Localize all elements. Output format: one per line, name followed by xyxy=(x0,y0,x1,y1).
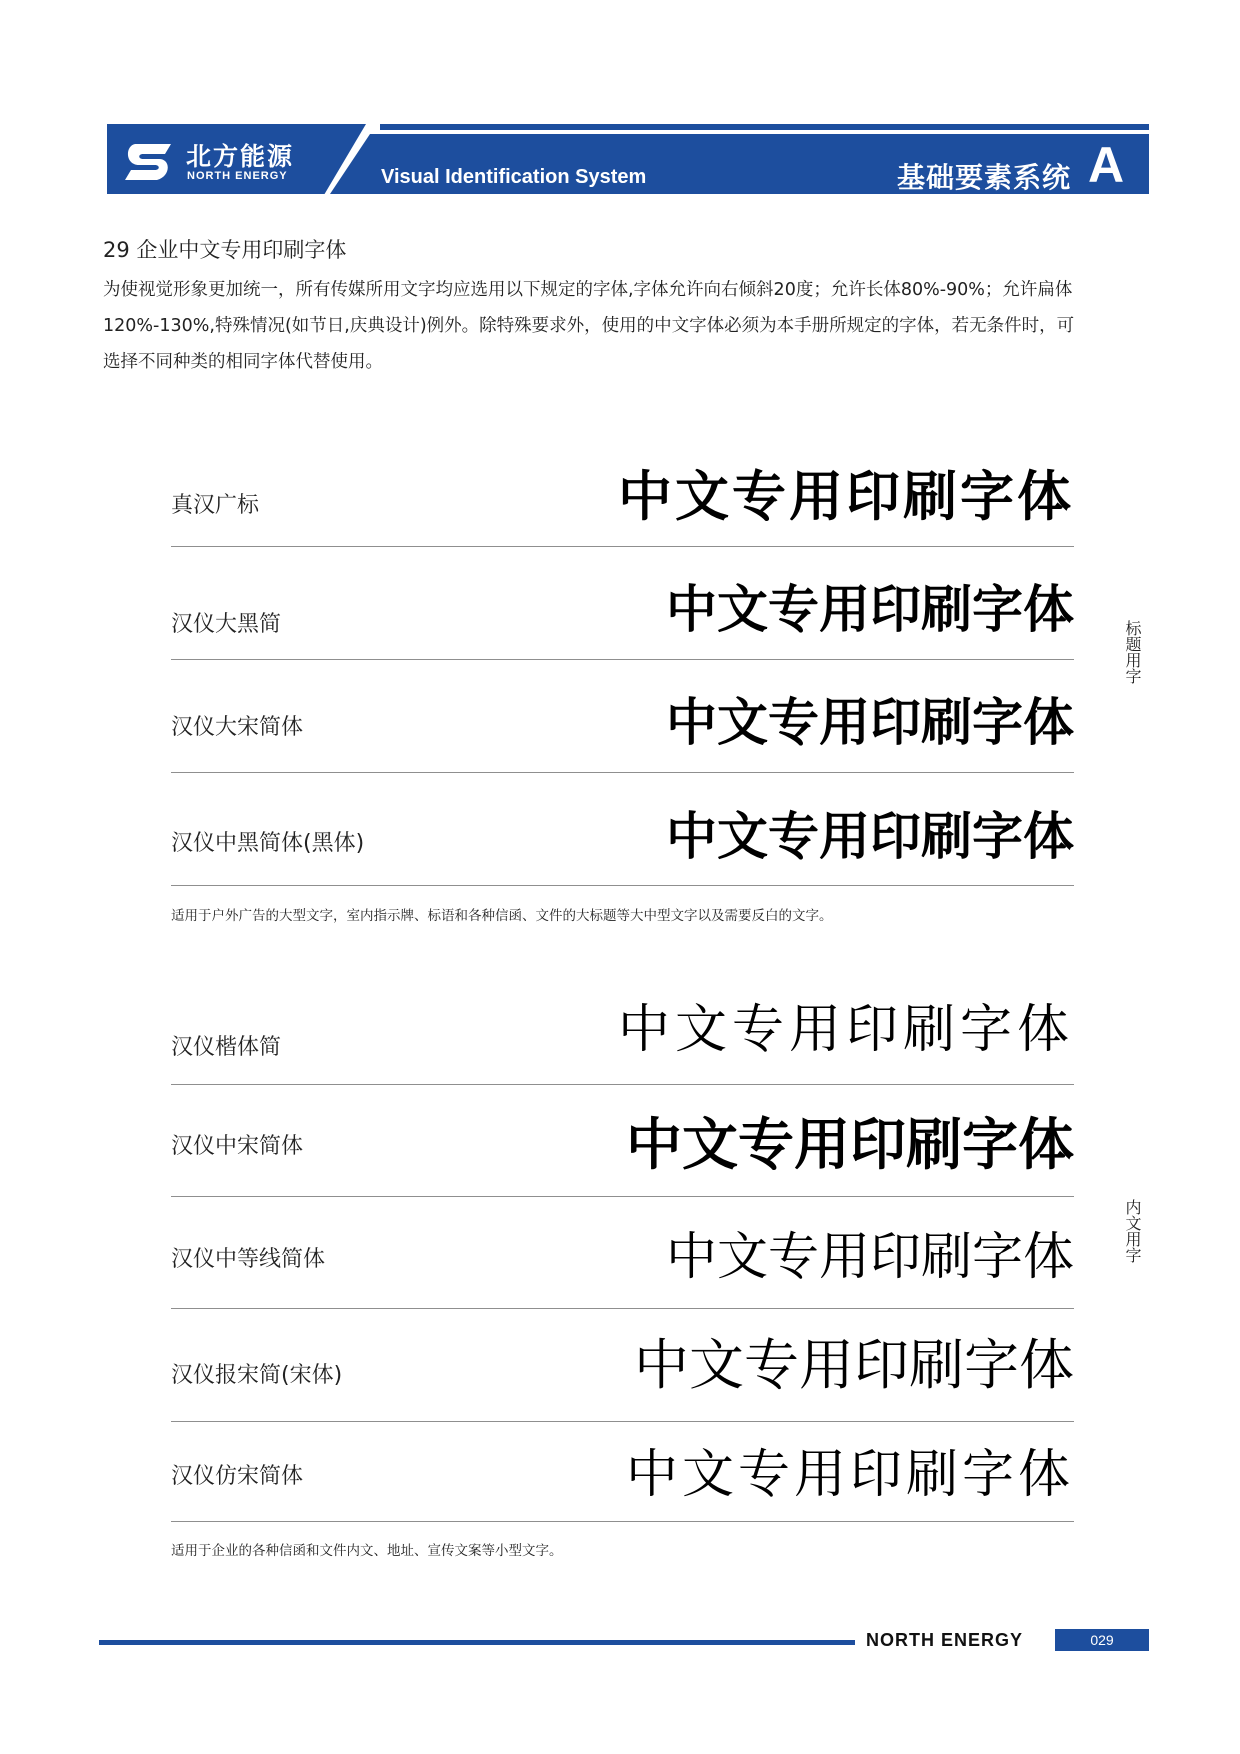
row-divider xyxy=(171,1308,1074,1309)
row-divider xyxy=(171,1521,1074,1522)
font-row xyxy=(171,1000,1074,1064)
section-title: 基础要素系统 xyxy=(897,161,1072,194)
row-divider xyxy=(171,1421,1074,1422)
font-sample: 中文专用印刷字体 xyxy=(665,581,1074,640)
row-divider xyxy=(171,1196,1074,1197)
font-name: 汉仪中黑简体(黑体) xyxy=(171,831,365,856)
font-row xyxy=(171,693,1074,758)
font-row xyxy=(171,1333,1074,1398)
font-name: 汉仪中等线简体 xyxy=(171,1247,326,1272)
brand-name-en: NORTH ENERGY xyxy=(187,170,288,182)
font-sample: 中文专用印刷字体 xyxy=(665,693,1074,753)
font-sample: 中文专用印刷字体 xyxy=(617,1000,1074,1060)
font-name: 汉仪仿宋简体 xyxy=(171,1464,304,1489)
font-name: 汉仪楷体简 xyxy=(171,1035,282,1060)
body-fonts-note: 适用于企业的各种信函和文件内文、地址、宣传文案等小型文字。 xyxy=(171,1543,563,1559)
row-divider xyxy=(171,1084,1074,1085)
title-fonts-side-label: 标题用字 xyxy=(1123,620,1142,684)
font-sample: 中文专用印刷字体 xyxy=(633,1333,1074,1397)
page-number: 029 xyxy=(1055,1629,1149,1651)
north-energy-logo-icon xyxy=(121,140,177,184)
font-name: 汉仪大宋简体 xyxy=(171,715,304,740)
font-row xyxy=(171,808,1074,872)
title-fonts-note: 适用于户外广告的大型文字，室内指示牌、标语和各种信函、文件的大标题等大中型文字以及需要反白的文字。 xyxy=(171,908,833,924)
font-row xyxy=(171,581,1074,645)
font-row xyxy=(171,465,1074,530)
row-divider xyxy=(171,772,1074,773)
footer-brand: NORTH ENERGY xyxy=(866,1630,1024,1650)
row-divider xyxy=(171,659,1074,660)
row-divider xyxy=(171,885,1074,886)
font-name: 汉仪大黑简 xyxy=(171,612,282,637)
font-name: 真汉广标 xyxy=(171,493,260,518)
font-row xyxy=(171,1228,1074,1292)
font-sample: 中文专用印刷字体 xyxy=(665,808,1074,867)
page-heading: 29 企业中文专用印刷字体 xyxy=(103,238,347,262)
intro-paragraph: 为使视觉形象更加统一，所有传媒所用文字均应选用以下规定的字体,字体允许向右倾斜20度；允许长体80%-90%；允许扁体120%-130%,特殊情况(如节日,庆典设计)例外。除特殊要求外，使用的中文字体必须为本手册所规定的字体，若无条件时，可选择不同种类的相同字体代替使用。 xyxy=(103,280,1075,372)
row-divider xyxy=(171,546,1074,547)
font-row xyxy=(171,1112,1074,1178)
font-sample: 中文专用印刷字体 xyxy=(625,1445,1074,1505)
header-top-line xyxy=(380,124,1149,130)
footer-line xyxy=(99,1640,855,1645)
font-sample: 中文专用印刷字体 xyxy=(626,1112,1074,1178)
section-letter: A xyxy=(1088,137,1125,193)
font-row xyxy=(171,1445,1074,1509)
brand-name-cn: 北方能源 xyxy=(186,142,295,171)
font-name: 汉仪中宋简体 xyxy=(171,1134,304,1159)
font-sample: 中文专用印刷字体 xyxy=(665,1228,1074,1287)
body-fonts-side-label: 内文用字 xyxy=(1123,1199,1142,1263)
font-name: 汉仪报宋简(宋体) xyxy=(171,1363,343,1388)
system-title: Visual Identification System xyxy=(381,166,647,188)
font-sample: 中文专用印刷字体 xyxy=(618,465,1074,528)
